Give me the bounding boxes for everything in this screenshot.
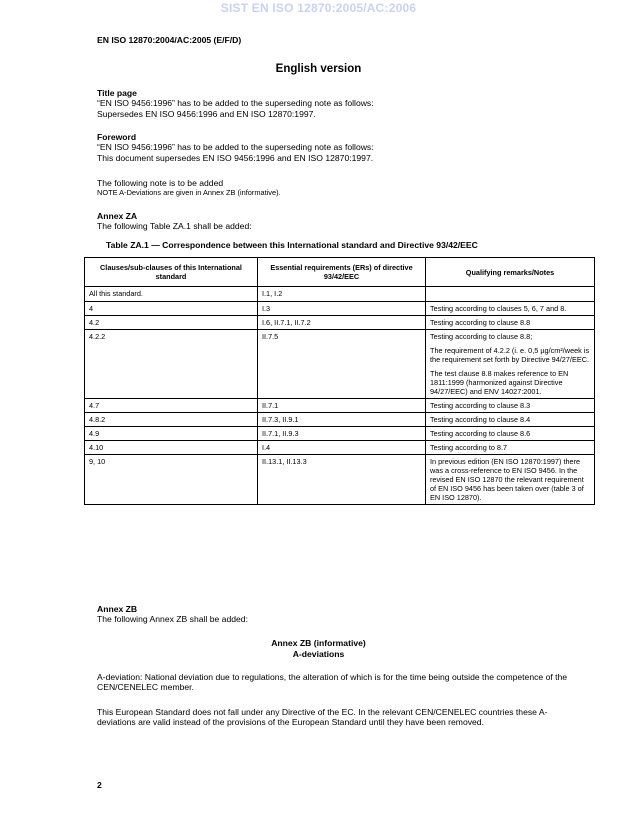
clause-cell: 4 [85,302,258,316]
remark-text: Testing according to clause 8.6 [430,429,531,438]
watermark: SIST EN ISO 12870:2005/AC:2006 [220,1,417,15]
essential-requirement-cell: II.7.5 [258,330,426,399]
page-number: 2 [97,780,102,790]
table-row [85,455,595,505]
section-line: The following Annex ZB shall be added: [97,614,248,625]
remark-text: In previous edition (EN ISO 12870:1997) there was a cross-reference to EN ISO 9456. In the revised EN ISO 12870 the relevant requirement of EN ISO 9456 has been taken over (table 3 of EN ISO 12870). [430,457,584,502]
section-line: This document supersedes EN ISO 9456:1996 and EN ISO 12870:1997. [97,152,374,163]
foreword-section [97,132,374,163]
section-line: The following note is to be added [97,178,224,188]
section-line: “EN ISO 9456:1996” has to be added to the superseding note as follows: [97,142,374,153]
remark-text: Testing according to clause 8.8 [430,318,531,327]
column-header: Clauses/sub-clauses of this International standard [85,258,258,287]
table-row [85,413,595,427]
table-row [85,302,595,316]
clause-cell: 9, 10 [85,455,258,505]
essential-requirement-cell: I.4 [258,441,426,455]
clause-cell: 4.9 [85,427,258,441]
remarks-cell [426,455,595,505]
remarks-cell [426,330,595,399]
essential-requirement-cell: II.7.1 [258,399,426,413]
remark-text: Testing according to 8.7 [430,443,508,452]
clause-cell: 4.10 [85,441,258,455]
section-title: Foreword [97,132,137,142]
table-row [85,330,595,399]
table-header-row [85,258,595,287]
note-text: NOTE A-Deviations are given in Annex ZB (informative). [97,188,281,198]
section-line: Supersedes EN ISO 9456:1996 and EN ISO 12870:1997. [97,108,316,119]
remark-text: The requirement of 4.2.2 (i. e. 0,5 µg/cm²/week is the requirement set forth by Directive 94/27/EEC. [430,346,590,364]
remarks-cell [426,399,595,413]
essential-requirement-cell: II.7.3, II.9.1 [258,413,426,427]
annex-zb-heading [0,638,637,660]
annex-za-section [97,211,252,232]
remarks-cell [426,316,595,330]
table-row [85,427,595,441]
annex-zb-subtitle: A-deviations [292,649,345,659]
correspondence-table [84,257,595,505]
annex-zb-title: Annex ZB (informative) [271,638,366,648]
page-title: English version [275,63,362,75]
column-header: Qualifying remarks/Notes [426,258,595,287]
clause-cell: 4.8.2 [85,413,258,427]
section-title: Annex ZB [97,604,138,614]
clause-cell: 4.7 [85,399,258,413]
remarks-cell [426,302,595,316]
remark-text: Testing according to clause 8.8; [430,332,533,341]
table-row [85,316,595,330]
column-header: Essential requirements (ERs) of directive 93/42/EEC [258,258,426,287]
remark-text: Testing according to clauses 5, 6, 7 and 8. [430,304,567,313]
clause-cell: 4.2 [85,316,258,330]
essential-requirement-cell: I.6, II.7.1, II.7.2 [258,316,426,330]
remarks-cell [426,287,595,302]
note-section [97,178,281,199]
essential-requirement-cell: I.1, I.2 [258,287,426,302]
table-caption: Table ZA.1 — Correspondence between this International standard and Directive 93/42/EEC [106,240,478,250]
table-row [85,399,595,413]
section-title: Annex ZA [97,211,138,221]
document-id: EN ISO 12870:2004/AC:2005 (E/F/D) [97,35,242,45]
section-line: The following Table ZA.1 shall be added: [97,221,252,232]
title-page-section [97,88,374,119]
table-row [85,441,595,455]
essential-requirement-cell: I.3 [258,302,426,316]
essential-requirement-cell: II.7.1, II.9.3 [258,427,426,441]
remark-text: Testing according to clause 8.3 [430,401,531,410]
a-deviation-definition: A-deviation: National deviation due to regulations, the alteration of which is for the time being outside the competence of the CEN/CENELEC member. [97,672,568,693]
section-line: “EN ISO 9456:1996” has to be added to the superseding note as follows: [97,98,374,109]
remarks-cell [426,413,595,427]
remarks-cell [426,427,595,441]
table-row [85,287,595,302]
clause-cell: 4.2.2 [85,330,258,399]
remark-text: The test clause 8.8 makes reference to EN 1811:1999 (harmonized against Directive 94/27/EEC) and ENV 14027:2001. [430,369,569,396]
remarks-cell [426,441,595,455]
a-deviation-statement: This European Standard does not fall under any Directive of the EC. In the relevant CEN/CENELEC countries these A-deviations are valid instead of the provisions of the European Standard until they have been removed. [97,707,548,728]
essential-requirement-cell: II.13.1, II.13.3 [258,455,426,505]
remark-text: Testing according to clause 8.4 [430,415,531,424]
annex-zb-section [97,604,248,625]
section-title: Title page [97,88,137,98]
clause-cell: All this standard. [85,287,258,302]
